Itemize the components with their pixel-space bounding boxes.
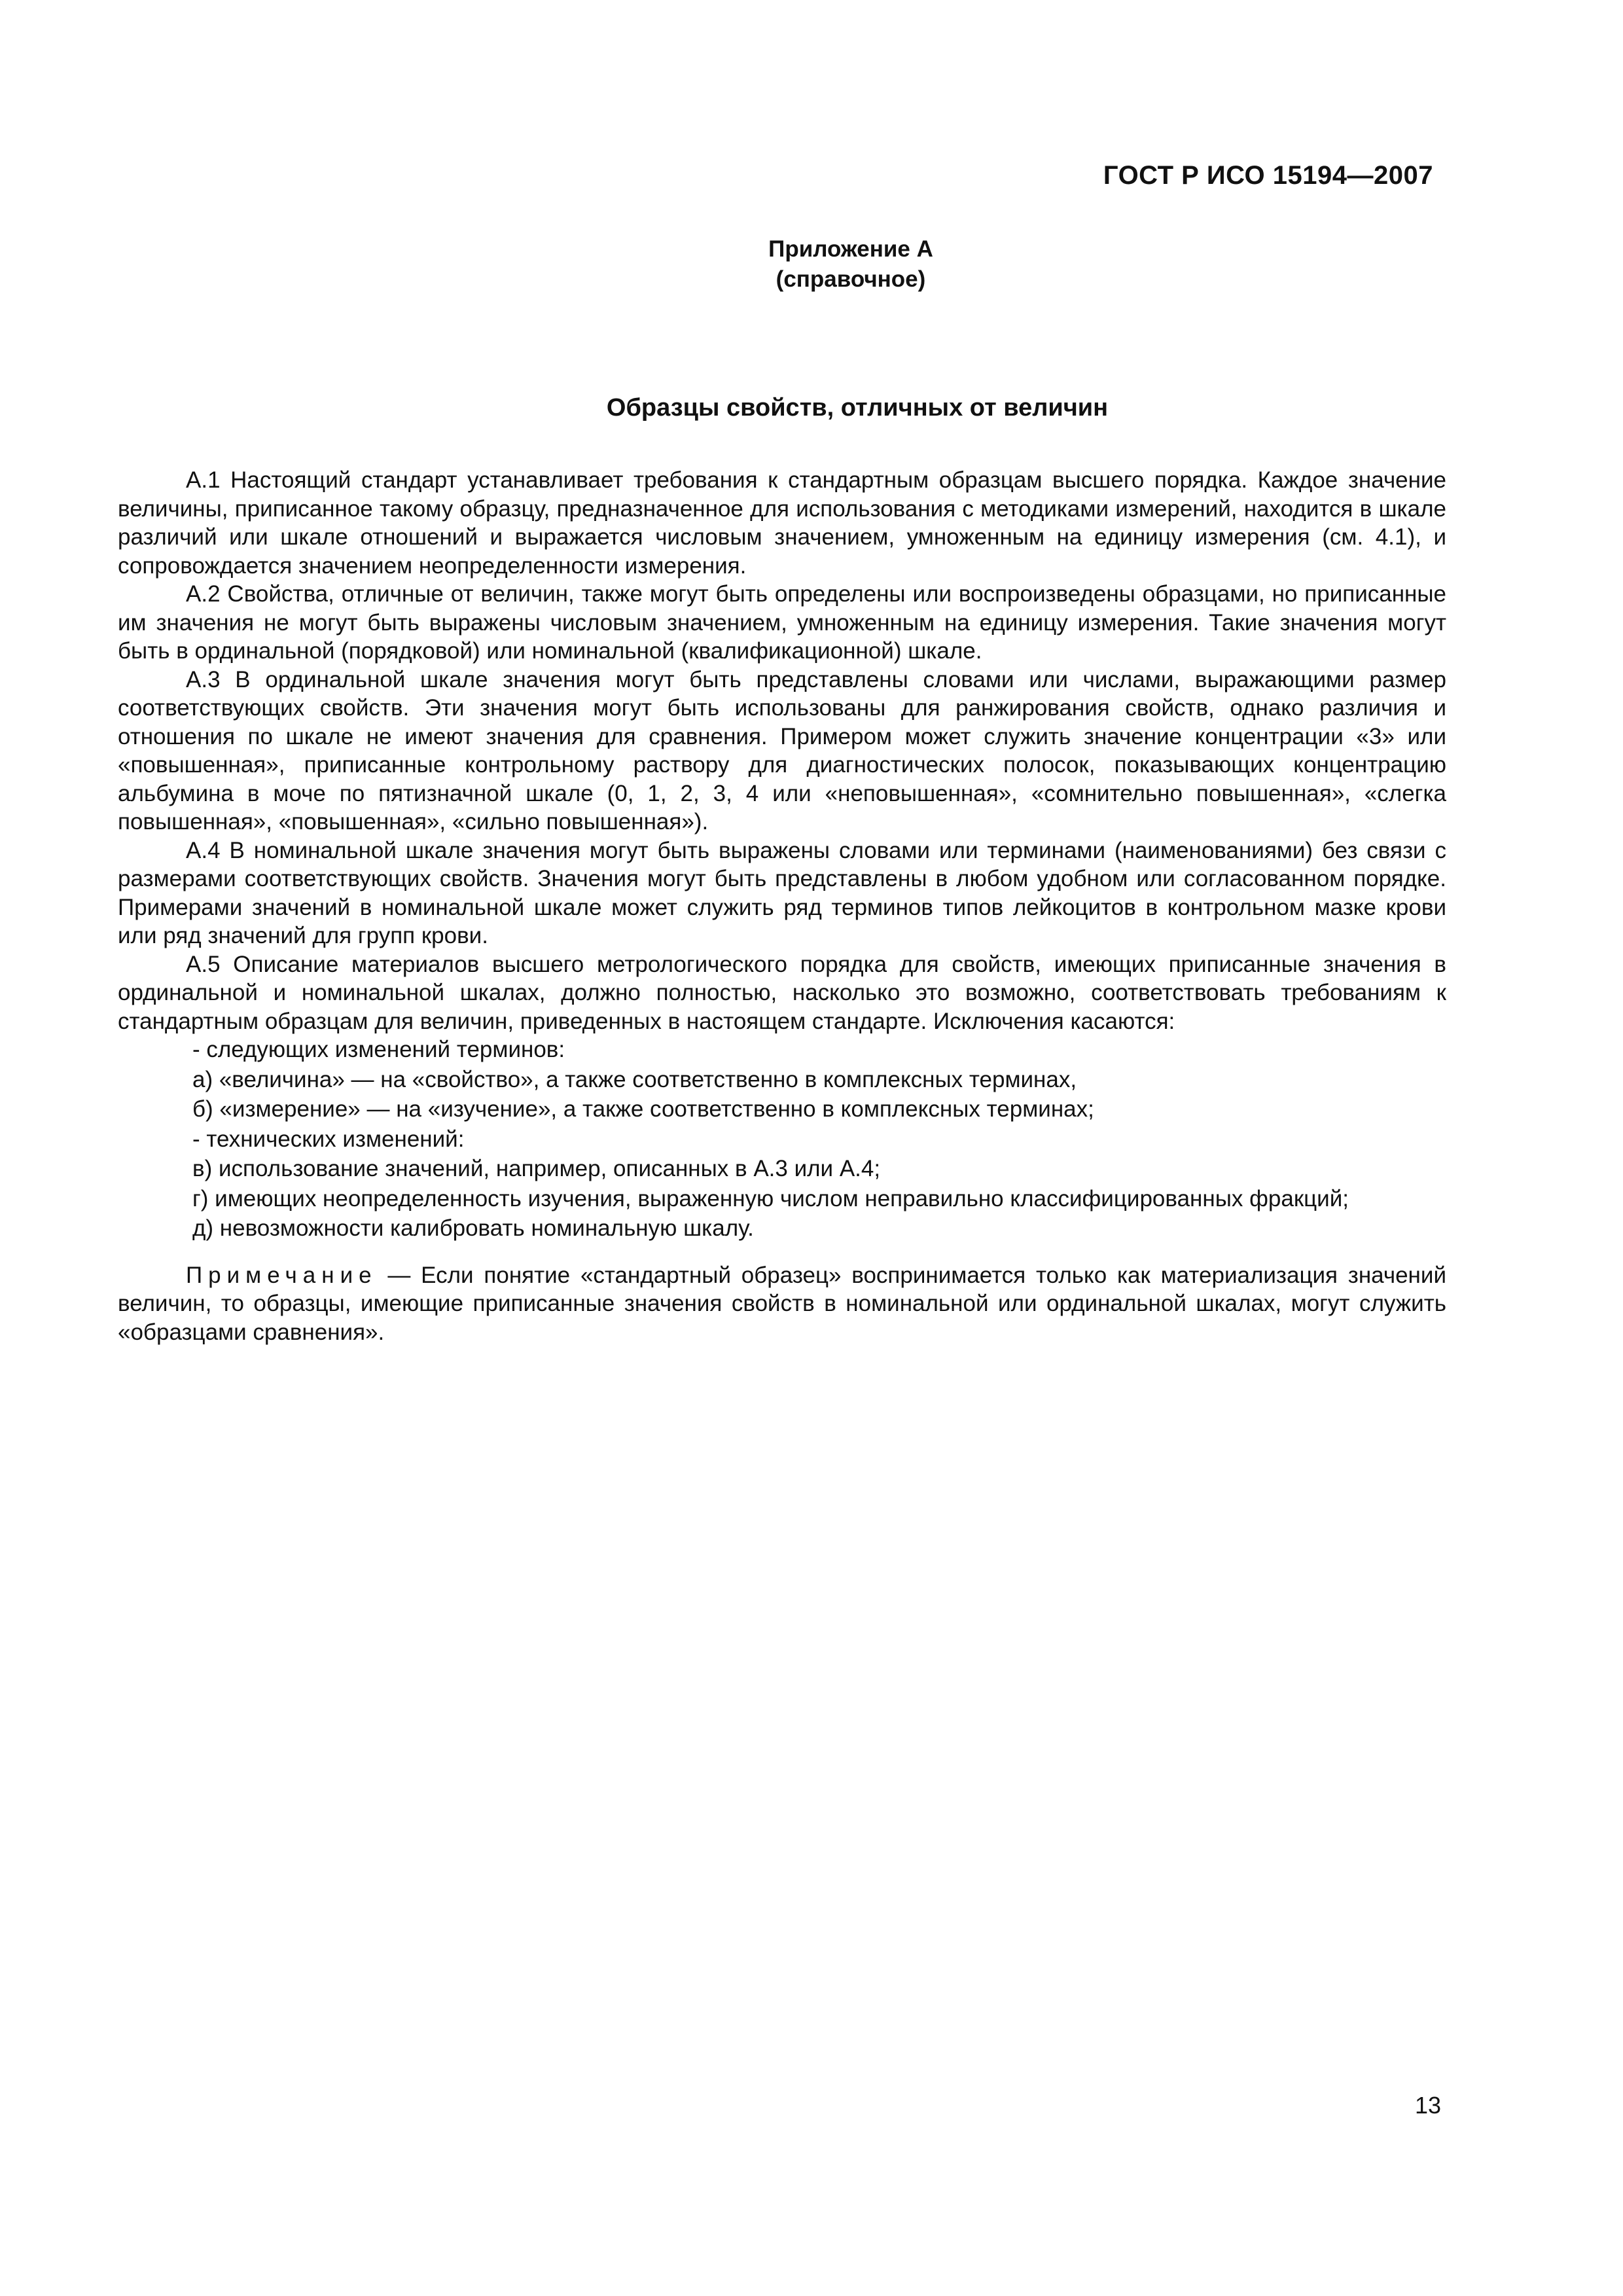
paragraph-a3: А.3 В ординальной шкале значения могут быть представлены словами или числами, выражающими размер соответствующих свойств. Эти значения могут быть использованы для ранжирования свойств, однако различия и отношения по шкале не имеют значения для сравнения. Примером может служить значение концентрации «3» или «повышенная», приписанные контрольному раствору для диагностических полосок, показывающих концентрацию альбумина в моче по пятизначной шкале (0, 1, 2, 3, 4 или «неповышенная», «сомнительно повышенная», «слегка повышенная», «повышенная», «сильно повышенная»).	[118, 666, 1446, 834]
section-title	[0, 394, 1623, 422]
annex-status: (справочное)	[776, 266, 926, 292]
list-item: в) использование значений, например, описанных в А.3 или А.4;	[192, 1156, 881, 1181]
paragraph-a1: А.1 Настоящий стандарт устанавливает требования к стандартным образцам высшего порядка. Каждое значение величины, приписанное такому образцу, предназначенное для использования с методиками измерений, находится в шкале различий или шкале отношений и выражается числовым значением, умноженным на единицу измерения (см. 4.1), и сопровождается значением неопределенности измерения.	[118, 467, 1446, 579]
paragraph-a5: А.5 Описание материалов высшего метрологического порядка для свойств, имеющих приписанные значения в ординальной и номинальной шкалах, должно полностью, насколько это возможно, соответствовать требованиям к стандартным образцам для величин, приведенных в настоящем стандарте. Исключения касаются:	[118, 951, 1446, 1034]
section-title-text: Образцы свойств, отличных от величин	[606, 394, 1109, 422]
annex-title: Приложение А	[768, 236, 933, 262]
list-item: - следующих изменений терминов:	[192, 1037, 565, 1062]
page-number: 13	[1414, 2092, 1441, 2119]
list-item: а) «величина» — на «свойство», а также соответственно в комплексных терминах,	[192, 1066, 1077, 1092]
list-item: д) невозможности калибровать номинальную шкалу.	[192, 1215, 754, 1241]
paragraph-a2: А.2 Свойства, отличные от величин, также могут быть определены или воспроизведены образцами, но приписанные им значения не могут быть выражены числовым значением, умноженным на единицу измерения. Такие значения могут быть в ординальной (порядковой) или номинальной (квалификационной) шкале.	[118, 581, 1446, 664]
document-code-header: ГОСТ Р ИСО 15194—2007	[1103, 161, 1433, 190]
list-item: г) имеющих неопределенность изучения, выраженную числом неправильно классифицированных фракций;	[192, 1185, 1349, 1211]
note-paragraph	[118, 1261, 1446, 1347]
note-text: — Если понятие «стандартный образец» воспринимается только как материализация значений величин, то образцы, имеющие приписанные значения свойств в номинальной или ординальной шкалах, могут служить «образцами сравнения».	[118, 1262, 1446, 1345]
note-label: Примечание	[186, 1262, 378, 1288]
list-item: - технических изменений:	[192, 1126, 465, 1152]
paragraph-a4: А.4 В номинальной шкале значения могут быть выражены словами или терминами (наименованиями) без связи с размерами соответствующих свойств. Значения могут быть представлены в любом удобном или согласованном порядке. Примерами значений в номинальной шкале может служить ряд терминов типов лейкоцитов в контрольном мазке крови или ряд значений для групп крови.	[118, 837, 1446, 948]
list-item: б) «измерение» — на «изучение», а также соответственно в комплексных терминах;	[192, 1096, 1094, 1122]
annex-heading	[0, 234, 1623, 295]
body-text	[118, 466, 1446, 1346]
